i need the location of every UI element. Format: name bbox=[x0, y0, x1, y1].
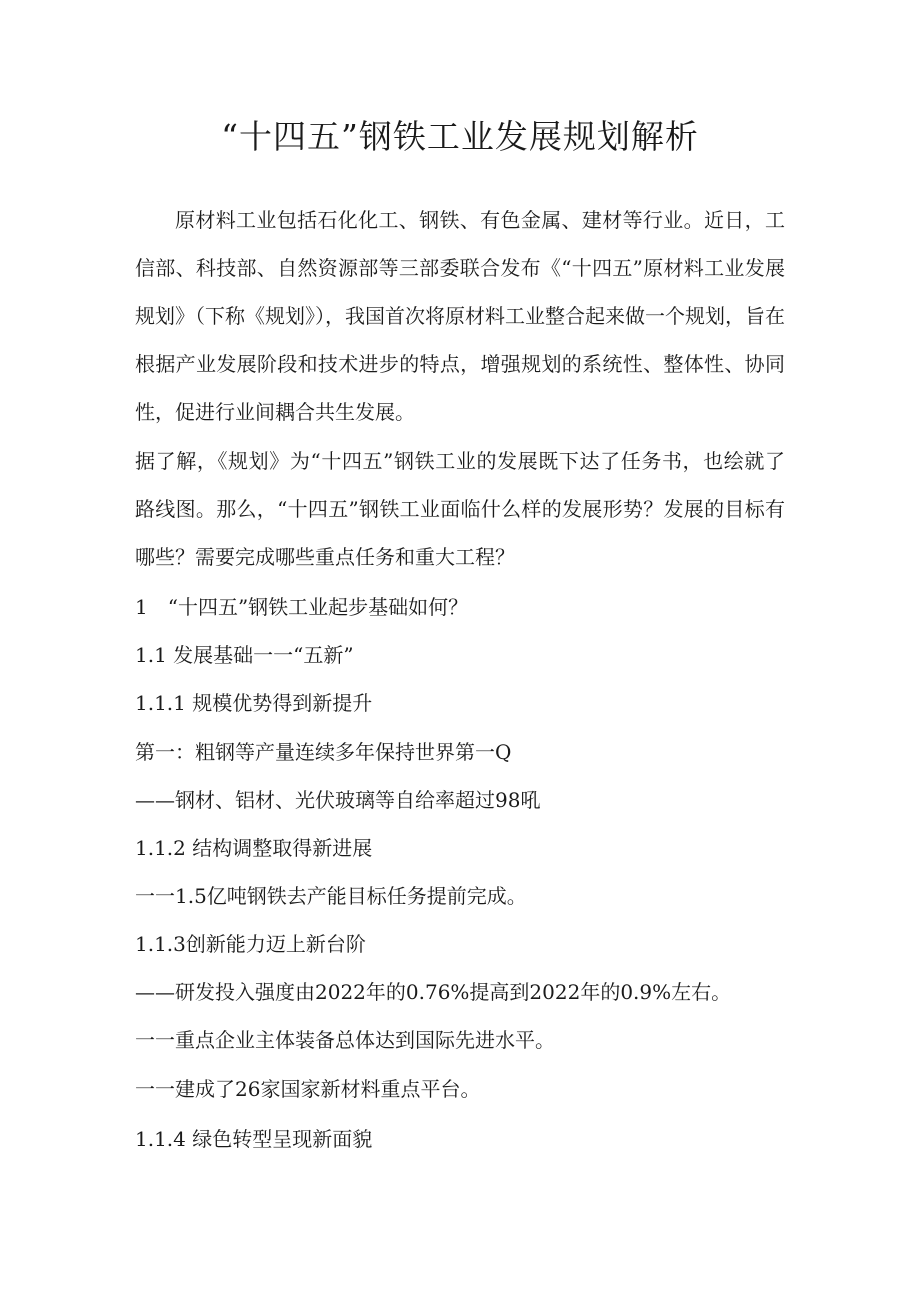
section-heading-1-1-4: 1.1.4 绿色转型呈现新面貌 bbox=[135, 1127, 373, 1151]
section-heading-1-1-3: 1.1.3创新能力迈上新台阶 bbox=[135, 932, 366, 956]
section-heading-1: 1 “十四五”钢铁工业起步基础如何？ bbox=[135, 595, 469, 619]
section-heading-1-1: 1.1 发展基础一一“五新” bbox=[135, 643, 354, 667]
section-heading-1-1-2: 1.1.2 结构调整取得新进展 bbox=[135, 836, 373, 860]
text-line: ——钢材、铝材、光伏玻璃等自给率超过98吼 bbox=[135, 788, 541, 812]
section-heading-1-1-1: 1.1.1 规模优势得到新提升 bbox=[135, 691, 373, 715]
text-line: ——研发投入强度由2022年的0.76%提高到2022年的0.9%左右。 bbox=[135, 980, 732, 1004]
intro-paragraph: 原材料工业包括石化化工、钢铁、有色金属、建材等行业。近日，工信部、科技部、自然资源部等三部委联合发布《“十四五”原材料工业发展规划》（下称《规划》），我国首次将原材料工业整合起来做一个规划，旨在根据产业发展阶段和技术进步的特点，增强规划的系统性、整体性、协同性，促进行业间耦合共生发展。 bbox=[135, 208, 785, 424]
document-title: “十四五”钢铁工业发展规划解析 bbox=[221, 117, 699, 156]
text-line: 一一建成了26家国家新材料重点平台。 bbox=[135, 1077, 481, 1101]
second-paragraph: 据了解，《规划》为“十四五”钢铁工业的发展既下达了任务书，也绘就了路线图。那么，“十四五”钢铁工业面临什么样的发展形势？发展的目标有哪些？需要完成哪些重点任务和重大工程？ bbox=[135, 449, 785, 569]
text-line: 一一重点企业主体装备总体达到国际先进水平。 bbox=[135, 1028, 555, 1052]
text-line: 一一1.5亿吨钢铁去产能目标任务提前完成。 bbox=[135, 884, 527, 908]
text-line: 第一：粗钢等产量连续多年保持世界第一Q bbox=[135, 740, 512, 764]
